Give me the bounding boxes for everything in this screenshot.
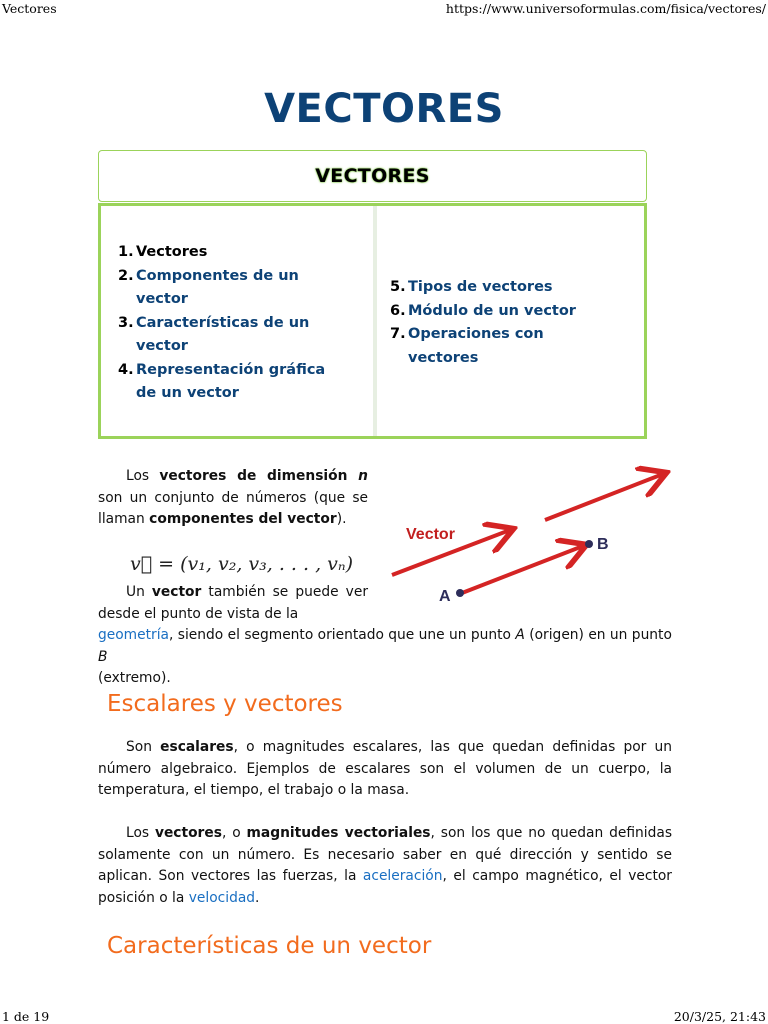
toc-item[interactable] (390, 300, 625, 324)
point-b (585, 540, 593, 548)
link-aceleracion[interactable]: aceleración (362, 868, 443, 885)
vector-arrow-ab (462, 546, 583, 593)
escalares-paragraph: Son escalares, o magnitudes escalares, las que quedan definidas por un número algebraico. Ejemplos de escalares son el volumen de un cuerpo, la temperatura, el tiempo, el trabajo o la masa. (98, 739, 672, 799)
link-geometria[interactable]: geometría (98, 627, 169, 643)
toc-item-componentes[interactable]: Componentes de un vector (136, 267, 299, 307)
toc-item-number: 1. (118, 244, 134, 260)
toc-item-number: 2. (118, 267, 134, 284)
label-a: A (439, 588, 451, 605)
vector-illustration (380, 460, 680, 610)
section-heading-escalares: Escalares y vectores (107, 691, 343, 717)
toc-item-modulo[interactable]: Módulo de un vector (408, 302, 576, 319)
toc-divider (373, 206, 377, 436)
link-velocidad[interactable]: velocidad (188, 889, 256, 906)
toc-item[interactable] (118, 312, 343, 359)
label-b: B (597, 536, 609, 553)
toc-item[interactable] (118, 265, 343, 312)
toc-item[interactable] (118, 359, 343, 406)
toc-item-number: 7. (390, 326, 406, 342)
toc-right-column (390, 276, 625, 370)
toc-item-number: 4. (118, 361, 134, 378)
section-heading-caracteristicas: Características de un vector (107, 933, 432, 959)
page-number: 1 de 19 (2, 1009, 50, 1024)
toc-item[interactable] (118, 241, 343, 265)
toc-item-number: 5. (390, 279, 406, 295)
print-datetime: 20/3/25, 21:43 (673, 1009, 766, 1024)
print-header-url[interactable]: https://www.universoformulas.com/fisica/vectores/ (445, 1, 766, 16)
toc-item[interactable] (390, 323, 625, 370)
point-a (456, 589, 464, 597)
vector-formula: v⃗ = (v₁, v₂, v₃, . . . , vₙ) (130, 553, 353, 575)
toc-item-number: 6. (390, 302, 406, 319)
geometry-paragraph: Un vector también se puede ver desde el punto de vista de la (98, 584, 368, 622)
toc-item-vectores[interactable]: Vectores (136, 244, 208, 260)
print-footer (0, 1008, 768, 1024)
toc-item-operaciones[interactable]: Operaciones con vectores (408, 326, 544, 366)
page-title: VECTORES (264, 86, 504, 132)
toc-item-representacion[interactable]: Representación gráfica de un vector (136, 361, 326, 401)
toc-item-number: 3. (118, 314, 134, 331)
vector-arrow-top (545, 474, 663, 520)
print-header (0, 0, 768, 18)
toc-left-column (118, 241, 343, 406)
table-of-contents (98, 203, 647, 439)
label-vector: Vector (406, 526, 455, 543)
toc-header (98, 150, 647, 202)
print-header-title: Vectores (2, 1, 57, 16)
toc-title: VECTORES (315, 165, 430, 187)
vectores-paragraph: Los vectores, o magnitudes vectoriales, son los que no quedan definidas solamente con un número. Es necesario saber en qué dirección y sentido se aplican. Son vectores las fuerzas, la aceleración, el campo magnético, el vector posición o la velocidad. (98, 825, 673, 906)
toc-item-tipos[interactable]: Tipos de vectores (408, 279, 553, 295)
geometry-paragraph-continued: geometría, siendo el segmento orientado que une un punto A (origen) en un punto B (extremo). (98, 627, 672, 687)
toc-item[interactable] (390, 276, 625, 300)
intro-paragraph: Los vectores de dimensión n son un conjunto de números (que se llaman componentes del vector). (98, 468, 368, 528)
toc-item-caracteristicas[interactable]: Características de un vector (136, 314, 310, 354)
